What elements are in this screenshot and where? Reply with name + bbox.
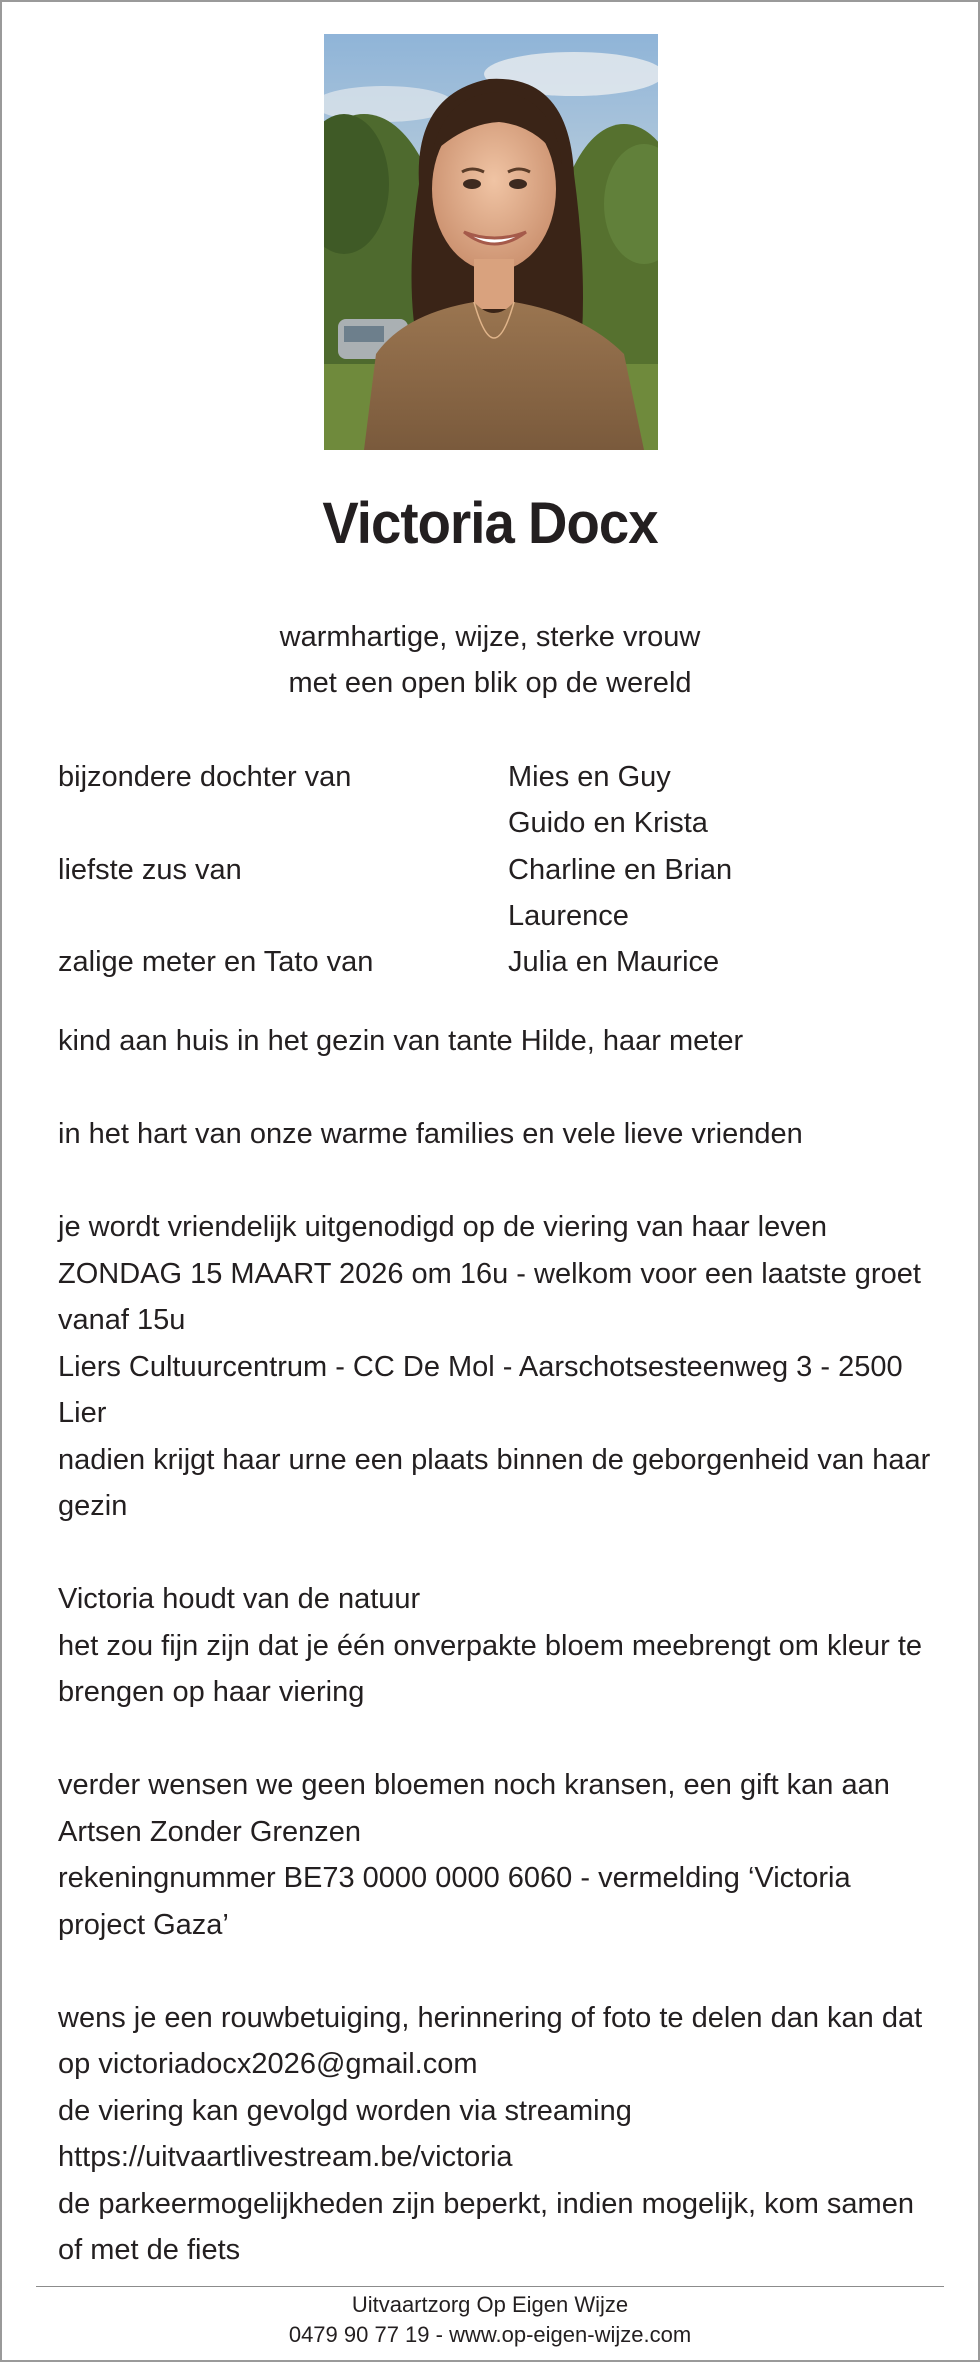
relation-label: liefste zus van	[58, 854, 242, 886]
text-line: verder wensen we geen bloemen noch kransen, een gift kan aan Artsen Zonder Grenzen	[58, 1769, 890, 1848]
text-line: ZONDAG 15 MAART 2026 om 16u - welkom voor een laatste groet vanaf 15u	[58, 1257, 921, 1336]
text-line: de parkeermogelijkheden zijn beperkt, indien mogelijk, kom samen of met de fiets	[58, 2187, 914, 2266]
text-line: nadien krijgt haar urne een plaats binnen de geborgenheid van haar gezin	[58, 1443, 931, 1522]
relation-value: Mies en Guy	[508, 761, 671, 793]
funeral-company-name: Uitvaartzorg Op Eigen Wijze	[351, 2292, 629, 2317]
tagline-line: warmhartige, wijze, sterke vrouw	[279, 621, 701, 653]
text-line: Victoria houdt van de natuur	[58, 1583, 421, 1615]
text-line: kind aan huis in het gezin van tante Hilde, haar meter	[58, 1025, 744, 1057]
relation-label: bijzondere dochter van	[58, 761, 352, 793]
tagline	[2, 614, 978, 706]
text-line: Liers Cultuurcentrum - CC De Mol - Aarschotsesteenweg 3 - 2500 Lier	[58, 1350, 903, 1429]
funeral-company-contact: 0479 90 77 19 - www.op-eigen-wijze.com	[288, 2322, 692, 2347]
footer	[2, 2290, 978, 2350]
relation-value: Charline en Brian	[508, 854, 733, 886]
text-line: de viering kan gevolgd worden via streaming https://uitvaartlivestream.be/victoria	[58, 2094, 632, 2173]
relation-label: zalige meter en Tato van	[58, 946, 374, 978]
text-line: wens je een rouwbetuiging, herinnering of foto te delen dan kan dat op victoriadocx2026@gmail.com	[58, 2001, 923, 2080]
text-line: het zou fijn zijn dat je één onverpakte bloem meebrengt om kleur te brengen op haar viering	[58, 1629, 923, 1708]
text-line: in het hart van onze warme families en vele lieve vrienden	[58, 1118, 803, 1150]
relation-value: Guido en Krista	[508, 807, 708, 839]
obituary-text	[58, 1018, 938, 2274]
footer-divider	[36, 2286, 944, 2287]
portrait-photo	[324, 34, 658, 450]
relation-value: Julia en Maurice	[508, 946, 720, 978]
text-line: je wordt vriendelijk uitgenodigd op de viering van haar leven	[58, 1211, 827, 1243]
text-line: rekeningnummer BE73 0000 0000 6060 - vermelding ‘Victoria project Gaza’	[58, 1862, 851, 1941]
portrait-photo-illustration	[324, 34, 658, 450]
deceased-name: Victoria Docx	[322, 491, 658, 556]
relation-value: Laurence	[508, 900, 629, 932]
tagline-line: met een open blik op de wereld	[288, 667, 692, 699]
